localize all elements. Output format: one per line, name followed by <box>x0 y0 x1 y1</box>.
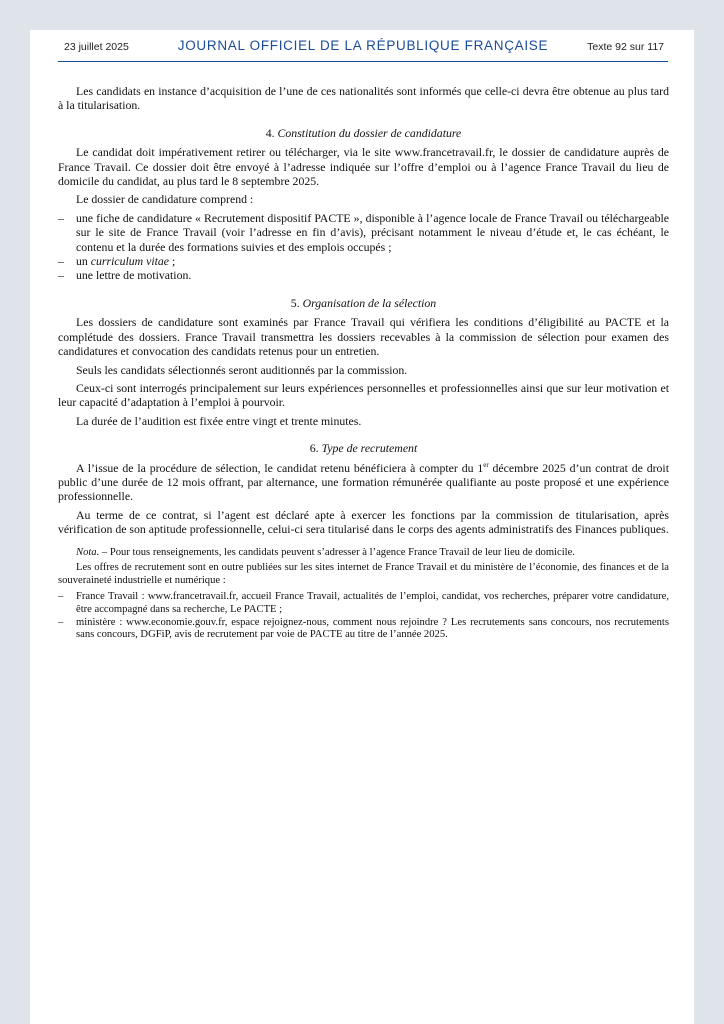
header-date: 23 juillet 2025 <box>64 41 129 53</box>
section-4-paragraph-2: Le dossier de candidature comprend : <box>76 192 254 207</box>
nota-links-list <box>58 591 669 642</box>
list-item: – France Travail : www.francetravail.fr, accueil France Travail, actualités de l’emploi, candidat, vos recherches, préparer votre candidature, être accompagné dans sa recherche, Le PACTE ; <box>58 590 669 615</box>
nota-paragraph-2: Les offres de recrutement sont en outre publiées sur les sites internet de France Travail et du ministère de l’économie, des finances et de la souveraineté industrielle et numérique : <box>58 562 669 587</box>
dossier-list <box>58 211 669 283</box>
list-item: – un curriculum vitae ; <box>58 254 176 269</box>
journal-title: JOURNAL OFFICIEL DE LA RÉPUBLIQUE FRANÇAISE <box>177 38 549 53</box>
intro-paragraph: Les candidats en instance d’acquisition de l’une de ces nationalités sont informés que celle-ci devra être obtenue au plus tard à la titularisation. <box>58 84 669 113</box>
section-5-heading: 5. Organisation de la sélection <box>290 295 437 310</box>
nota-paragraph: Nota. – Pour tous renseignements, les candidats peuvent s’adresser à l’agence France Travail de leur lieu de domicile. <box>76 546 575 558</box>
section-5-paragraph-4: La durée de l’audition est fixée entre vingt et trente minutes. <box>76 413 362 428</box>
section-5-paragraph-1: Les dossiers de candidature sont examinés par France Travail qui vérifiera les conditions d’éligibilité au PACTE et la complétude des dossiers. France Travail transmettra les dossiers recevables à la commission de sélection pour examen des candidatures et convocation des candidats retenus pour un entretien. <box>58 315 669 359</box>
page-number: Texte 92 sur 117 <box>587 41 664 53</box>
document-page <box>30 30 694 1024</box>
list-item: – une lettre de motivation. <box>58 268 192 283</box>
nota-block <box>58 547 669 643</box>
section-6-paragraph-1: A l’issue de la procédure de sélection, le candidat retenu bénéficiera à compter du 1er décembre 2025 d’un contrat de droit public d’une durée de 12 mois offrant, par alternance, une formation rémunérée qualifiante au poste proposé et une expérience professionnelle. <box>58 460 669 504</box>
section-6-paragraph-2: Au terme de ce contrat, si l’agent est déclaré apte à exercer les fonctions par la commission de titularisation, après vérification de son aptitude professionnelle, celui-ci sera titularisé dans le corps des agents administratifs des Finances publiques. <box>58 507 669 537</box>
page-header <box>58 39 668 62</box>
section-5-paragraph-2: Seuls les candidats sélectionnés seront auditionnés par la commission. <box>76 362 408 377</box>
list-item: – une fiche de candidature « Recrutement dispositif PACTE », disponible à l’agence locale de France Travail ou téléchargeable sur le site de France Travail (voir l’adresse en fin d’avis), précisant notamment le niveau d’étude et, le cas échéant, le contenu et la durée des formations suivies et des emplois occupés ; <box>58 210 669 254</box>
document-body <box>58 84 669 646</box>
list-item: – ministère : www.economie.gouv.fr, espace rejoignez-nous, comment nous rejoindre ? Les recrutements sans concours, nos recrutements sans concours, DGFiP, avis de recrutement par voie de PACTE au titre de l’année 2025. <box>58 616 669 641</box>
section-6-heading: 6. Type de recrutement <box>309 441 418 456</box>
section-4-heading: 4. Constitution du dossier de candidature <box>265 125 462 140</box>
section-5-paragraph-3: Ceux-ci sont interrogés principalement sur leurs expériences personnelles et professionnelles ainsi que sur leur motivation et leur capacité d’adaptation à l’emploi à pourvoir. <box>58 380 669 410</box>
section-4-paragraph-1: Le candidat doit impérativement retirer ou télécharger, via le site www.francetravail.fr, le dossier de candidature auprès de France Travail. Ce dossier doit être envoyé à l’adresse indiquée sur l’offre d’emploi ou à l’agence France Travail du lieu de domicile du candidat, au plus tard le 8 septembre 2025. <box>58 145 669 189</box>
